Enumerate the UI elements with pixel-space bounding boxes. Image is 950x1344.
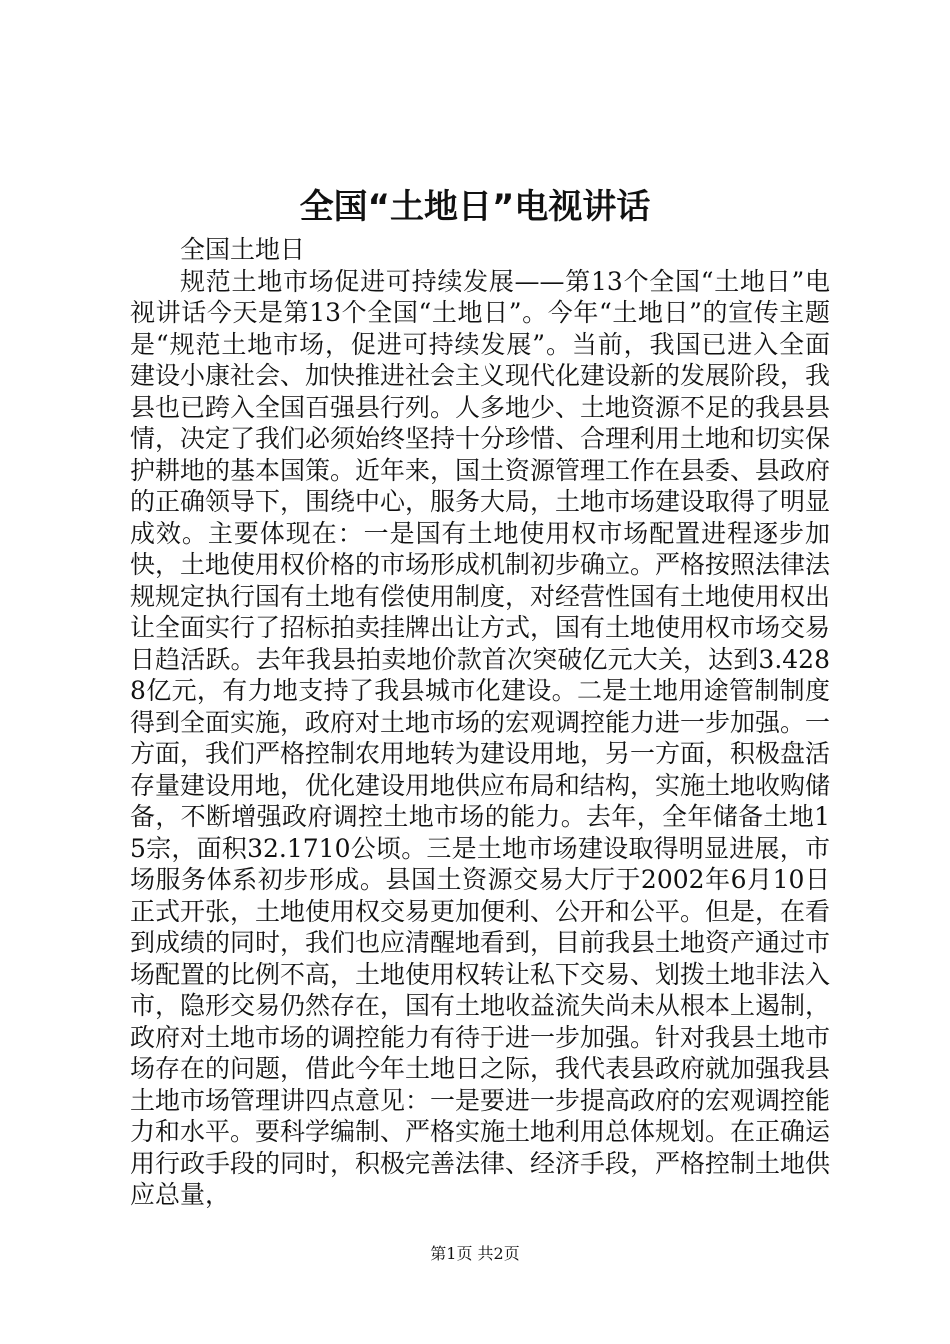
page-number-footer: 第1页 共2页 <box>430 1244 520 1263</box>
document-body <box>130 234 830 1211</box>
body-paragraph: 规范土地市场促进可持续发展——第13个全国“土地日”电视讲话今天是第13个全国“土地日”。今年“土地日”的宣传主题是“规范土地市场，促进可持续发展”。当前，我国已进入全面建设小康社会、加快推进社会主义现代化建设新的发展阶段，我县也已跨入全国百强县行列。人多地少、土地资源不足的我县县情，决定了我们必须始终坚持十分珍惜、合理利用土地和切实保护耕地的基本国策。近年来，国土资源管理工作在县委、县政府的正确领导下，围绕中心，服务大局，土地市场建设取得了明显成效。主要体现在：一是国有土地使用权市场配置进程逐步加快，土地使用权价格的市场形成机制初步确立。严格按照法律法规规定执行国有土地有偿使用制度，对经营性国有土地使用权出让全面实行了招标拍卖挂牌出让方式，国有土地使用权市场交易日趋活跃。去年我县拍卖地价款首次突破亿元大关，达到3.4288亿元，有力地支持了我县城市化建设。二是土地用途管制制度得到全面实施，政府对土地市场的宏观调控能力进一步加强。一方面，我们严格控制农用地转为建设用地，另一方面，积极盘活存量建设用地，优化建设用地供应布局和结构，实施土地收购储备，不断增强政府调控土地市场的能力。去年，全年储备土地15宗，面积32.1710公顷。三是土地市场建设取得明显进展，市场服务体系初步形成。县国土资源交易大厅于2002年6月10日正式开张，土地使用权交易更加便利、公开和公平。但是，在看到成绩的同时，我们也应清醒地看到，目前我县土地资产通过市场配置的比例不高，土地使用权转让私下交易、划拨土地非法入市，隐形交易仍然存在，国有土地收益流失尚未从根本上遏制，政府对土地市场的调控能力有待于进一步加强。针对我县土地市场存在的问题，借此今年土地日之际，我代表县政府就加强我县土地市场管理讲四点意见：一是要进一步提高政府的宏观调控能力和水平。要科学编制、严格实施土地利用总体规划。在正确运用行政手段的同时，积极完善法律、经济手段，严格控制土地供应总量， <box>130 266 831 1209</box>
subheading: 全国土地日 <box>180 235 306 264</box>
page-title: 全国“土地日”电视讲话 <box>299 187 651 227</box>
